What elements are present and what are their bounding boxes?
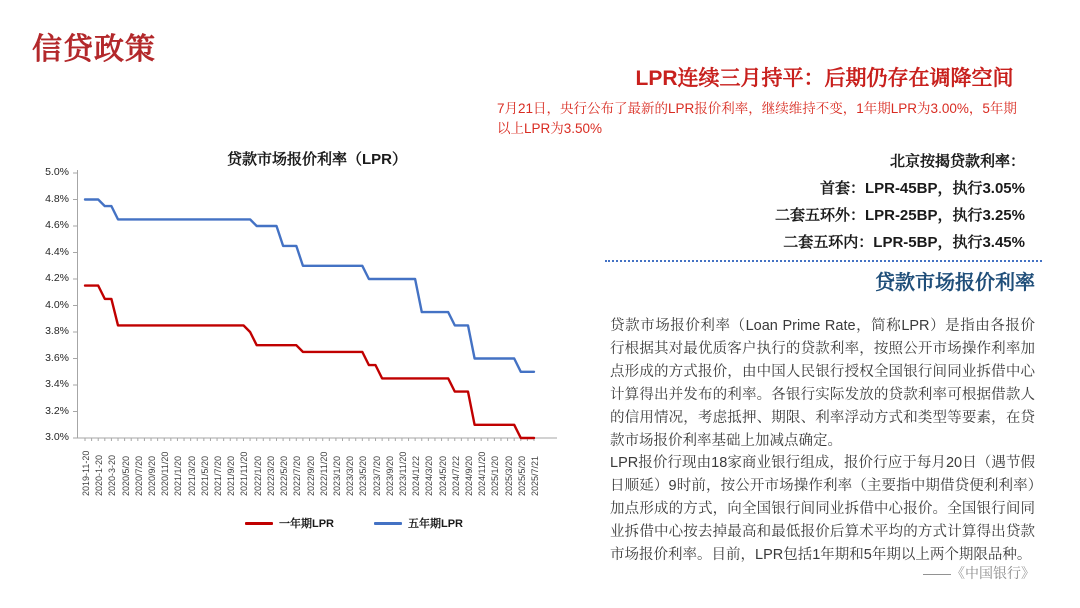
page-title: 信贷政策 bbox=[32, 33, 156, 66]
legend-item bbox=[374, 515, 463, 531]
x-axis-tick-label: 2025/1/20 bbox=[490, 455, 501, 496]
headline: LPR连续三月持平：后期仍存在调降空间 bbox=[635, 67, 1014, 90]
legend-label: 五年期LPR bbox=[408, 518, 463, 530]
x-axis-tick-label: 2025/5/20 bbox=[516, 455, 527, 496]
legend-line-swatch bbox=[245, 522, 273, 525]
x-axis-tick-label: 2023/5/20 bbox=[358, 455, 369, 496]
lpr-definition-paragraph: 贷款市场报价利率（Loan Prime Rate，简称LPR）是指由各报价行根据其对最优质客户执行的贷款利率，按照公开市场操作利率加点形成的方式报价，由中国人民银行授权全国银行间同业拆借中心计算得出并发布的利率。各银行实际发放的贷款利率可根据借款人的信用情况，考虑抵押、期限、利率浮动方式和类型等要素，在贷款市场报价利率基础上加减点确定。 bbox=[610, 318, 1035, 449]
mortgage-rates-title: 北京按揭贷款利率： bbox=[889, 153, 1025, 170]
series-line-五年期LPR bbox=[85, 200, 534, 372]
chart-title: 贷款市场报价利率（LPR） bbox=[226, 151, 407, 168]
x-axis-tick-label: 2023/9/20 bbox=[384, 455, 395, 496]
lpr-chart bbox=[40, 148, 570, 548]
x-axis-tick-label: 2021/5/20 bbox=[199, 455, 210, 496]
x-axis-tick-label: 2020/9/20 bbox=[147, 455, 158, 496]
chart-canvas bbox=[77, 170, 557, 450]
x-axis-tick-label: 2023/11/20 bbox=[397, 451, 408, 496]
mortgage-rates-block bbox=[497, 148, 1025, 256]
x-axis-tick-label: 2024/5/20 bbox=[437, 455, 448, 496]
x-axis-tick-label: 2020/7/20 bbox=[133, 455, 144, 496]
y-axis-tick-label: 3.8% bbox=[45, 325, 69, 337]
legend-item bbox=[245, 515, 334, 531]
y-axis-labels bbox=[40, 166, 72, 450]
y-axis-tick-label: 4.4% bbox=[45, 245, 69, 258]
x-axis-tick-label: 2022/1/20 bbox=[252, 455, 263, 496]
mortgage-rate-line: 二套五环内：LPR-5BP，执行3.45% bbox=[783, 234, 1025, 251]
x-axis-tick-label: 2024/1/22 bbox=[411, 455, 422, 496]
x-axis-tick-label: 2019-11-20 bbox=[81, 450, 91, 496]
x-axis-tick-label: 2022/3/20 bbox=[265, 455, 276, 496]
lpr-mechanism-paragraph: LPR报价行现由18家商业银行组成，报价行应于每月20日（遇节假日顺延）9时前，按公开市场操作利率（主要指中期借贷便利利率）加点形成的方式，向全国银行间同业拆借中心报价。全国银行间同业拆借中心按去掉最高和最低报价后算术平均的方式计算得出贷款市场报价利率。目前，LPR包括1年期和5年期以上两个期限品种。 bbox=[610, 455, 1035, 563]
mortgage-rate-line: 首套：LPR-45BP，执行3.05% bbox=[819, 180, 1025, 197]
section-heading: 贷款市场报价利率 bbox=[875, 272, 1035, 294]
x-axis-tick-label: 2024/3/20 bbox=[424, 455, 435, 496]
series-line-一年期LPR bbox=[85, 286, 534, 438]
x-axis-tick-label: 2025/3/20 bbox=[503, 455, 514, 496]
x-axis-tick-label: 2024/9/20 bbox=[463, 455, 474, 496]
y-axis-tick-label: 4.8% bbox=[45, 192, 69, 205]
y-axis-tick-label: 4.6% bbox=[45, 219, 69, 231]
legend-label: 一年期LPR bbox=[279, 518, 334, 530]
y-axis-tick-label: 4.0% bbox=[45, 298, 69, 311]
x-axis-tick-label: 2021/9/20 bbox=[226, 455, 237, 496]
x-axis-tick-label: 2020-1-20 bbox=[94, 454, 105, 496]
x-axis-tick-label: 2024/7/22 bbox=[450, 455, 461, 496]
x-axis-tick-label: 2022/11/20 bbox=[318, 451, 329, 496]
y-axis-tick-label: 3.2% bbox=[45, 404, 69, 417]
dotted-divider bbox=[605, 260, 1042, 262]
y-axis-tick-label: 5.0% bbox=[45, 166, 69, 178]
source-attribution: ——《中国银行》 bbox=[923, 565, 1035, 581]
chart-plot-area bbox=[45, 166, 557, 530]
x-axis-tick-label: 2024/11/20 bbox=[477, 451, 488, 496]
x-axis-tick-label: 2023/3/20 bbox=[345, 455, 356, 496]
x-axis-tick-label: 2022/5/20 bbox=[279, 455, 290, 496]
x-axis-tick-label: 2021/1/20 bbox=[173, 455, 184, 496]
y-axis-tick-label: 3.0% bbox=[45, 431, 69, 443]
x-axis-tick-label: 2020-3-20 bbox=[107, 454, 118, 496]
right-panel bbox=[497, 0, 1042, 608]
legend-line-swatch bbox=[374, 522, 402, 525]
x-axis-tick-label: 2021/11/20 bbox=[239, 451, 250, 496]
x-axis-tick-label: 2021/7/20 bbox=[213, 455, 224, 496]
y-axis-tick-label: 4.2% bbox=[45, 272, 69, 284]
x-axis-tick-label: 2022/7/20 bbox=[292, 455, 303, 496]
x-axis-tick-label: 2025/7/21 bbox=[530, 455, 540, 496]
x-axis-tick-label: 2023/1/20 bbox=[331, 455, 342, 496]
x-axis-tick-label: 2023/7/20 bbox=[371, 455, 382, 496]
y-axis-tick-label: 3.4% bbox=[45, 378, 69, 390]
mortgage-rate-line: 二套五环外：LPR-25BP，执行3.25% bbox=[774, 207, 1025, 224]
x-axis-tick-label: 2021/3/20 bbox=[186, 455, 197, 496]
x-axis-tick-label: 2022/9/20 bbox=[305, 455, 316, 496]
y-axis-tick-label: 3.6% bbox=[45, 351, 69, 364]
x-axis-tick-label: 2020/11/20 bbox=[160, 451, 171, 496]
news-text: 7月21日，央行公布了最新的LPR报价利率，继续维持不变，1年期LPR为3.00%，5年期以上LPR为3.50% bbox=[497, 101, 1017, 136]
x-axis-tick-label: 2020/5/20 bbox=[120, 455, 131, 496]
